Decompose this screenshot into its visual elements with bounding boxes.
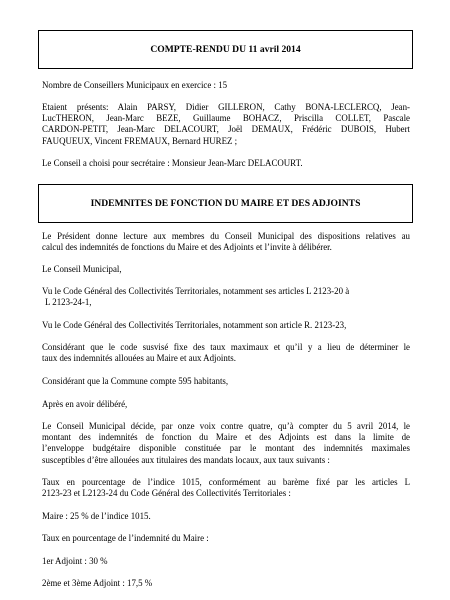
maire-rate-line: Maire : 25 % de l’indice 1015. bbox=[42, 511, 151, 521]
section-title bbox=[38, 184, 413, 223]
presents-line: FAUQUEUX, Vincent FREMAUX, Bernard HUREZ ; bbox=[42, 135, 238, 146]
adjoint1-rate-line: 1er Adjoint : 30 % bbox=[42, 556, 108, 566]
taux-line: Taux en pourcentage de l’indice 1015, conformément au barème fixé par les articles L bbox=[42, 477, 410, 487]
decide-paragraph bbox=[42, 421, 410, 466]
decide-line: l’enveloppe budgétaire disponible constituée par le montant des indemnités maximales bbox=[42, 443, 410, 454]
decide-line: Le Conseil Municipal décide, par onze voix contre quatre, qu’à compter du 5 avril 2014, le bbox=[42, 421, 410, 431]
page-title bbox=[38, 30, 413, 69]
taux-maire-line: Taux en pourcentage de l’indemnité du Maire : bbox=[42, 533, 209, 543]
section-title-text: INDEMNITES DE FONCTION DU MAIRE ET DES ADJOINTS bbox=[90, 198, 361, 209]
president-line: calcul des indemnités de fonctions du Maire et des Adjoints et l’invite à délibérer. bbox=[42, 242, 332, 253]
president-line: Le Président donne lecture aux membres du Conseil Municipal des dispositions relatives au bbox=[42, 231, 410, 241]
considerant1-line: Considérant que le code susvisé fixe des taux maximaux et qu’il y a lieu de déterminer le bbox=[42, 342, 410, 352]
le-conseil-line: Le Conseil Municipal, bbox=[42, 264, 122, 274]
vu2-line: Vu le Code Général des Collectivités Territoriales, notamment son article R. 2123-23, bbox=[42, 320, 347, 330]
president-paragraph bbox=[42, 231, 410, 253]
considerant1-line: taux des indemnités allouées au Maire et aux Adjoints. bbox=[42, 353, 236, 364]
vu1-line: Vu le Code Général des Collectivités Territoriales, notamment ses articles L 2123-20 à bbox=[42, 286, 350, 296]
conseillers-count: Nombre de Conseillers Municipaux en exercice : 15 bbox=[42, 80, 228, 90]
presents-paragraph bbox=[42, 102, 410, 147]
presents-line: LucTHERON, Jean-Marc BEZE, Guillaume BOHACZ, Priscilla COLLET, Pascale bbox=[42, 113, 410, 124]
vu1-line: L 2123-24-1, bbox=[45, 297, 92, 308]
apres-line: Après en avoir délibéré, bbox=[42, 399, 128, 409]
considerant2-line: Considérant que la Commune compte 595 habitants, bbox=[42, 376, 229, 386]
decide-line: montant des indemnités de fonction du Maire et des Adjoints est dans la limite de bbox=[42, 432, 410, 443]
taux-paragraph bbox=[42, 477, 410, 499]
page-title-text: COMPTE-RENDU DU 11 avril 2014 bbox=[150, 44, 301, 55]
secretaire-line: Le Conseil a choisi pour secrétaire : Monsieur Jean-Marc DELACOURT. bbox=[42, 158, 303, 168]
decide-line: susceptibles d’être allouées aux titulaires des mandats locaux, aux taux suivants : bbox=[42, 454, 330, 465]
vu1-paragraph bbox=[42, 286, 410, 308]
presents-line: CARDON-PETIT, Jean-Marc DELACOURT, Joël DEMAUX, Frédéric DUBOIS, Hubert bbox=[42, 124, 410, 135]
considerant1-paragraph bbox=[42, 342, 410, 364]
taux-line: 2123-23 et L2123-24 du Code Général des Collectivités Territoriales : bbox=[42, 488, 291, 499]
adjoint23-rate-line: 2ème et 3ème Adjoint : 17,5 % bbox=[42, 578, 153, 588]
presents-line: Etaient présents: Alain PARSY, Didier GILLERON, Cathy BONA-LECLERCQ, Jean- bbox=[42, 102, 410, 112]
